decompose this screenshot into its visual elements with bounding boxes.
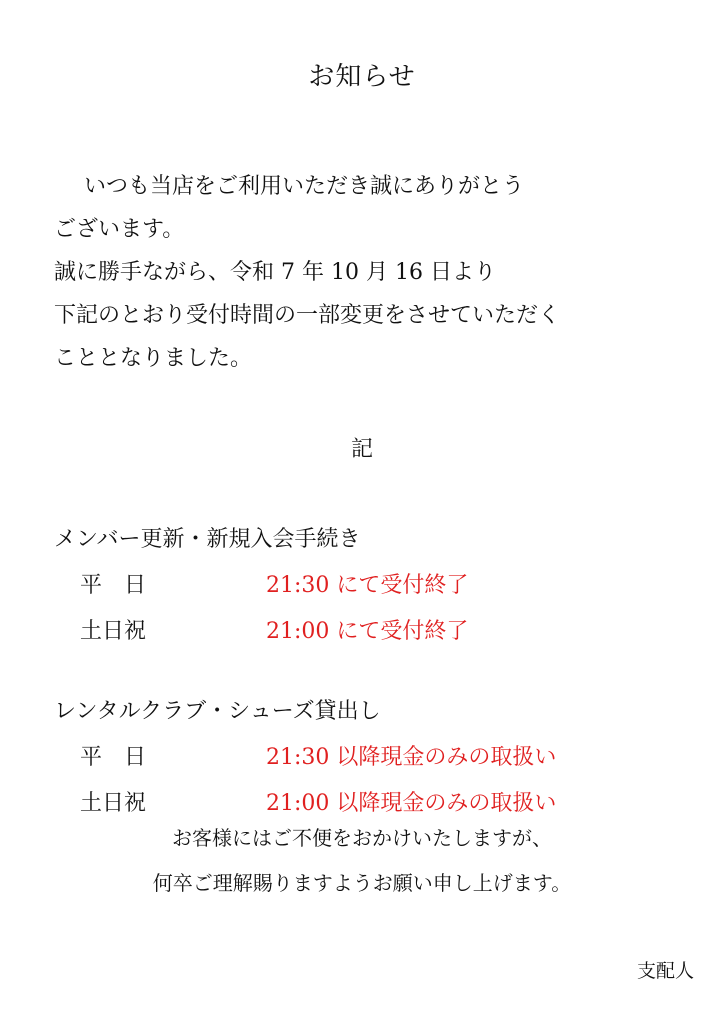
time-value: 21:00 にて受付終了: [266, 619, 469, 644]
body-paragraph: [54, 165, 704, 380]
ki-heading: 記: [350, 437, 373, 462]
membership-section: [54, 517, 704, 655]
schedule-row: [54, 563, 704, 609]
day-label: 平 日: [80, 573, 147, 598]
schedule-row: [54, 609, 704, 655]
day-label: 土日祝: [80, 619, 147, 644]
time-value: 21:30 にて受付終了: [266, 573, 469, 598]
page-title: お知らせ: [308, 62, 416, 92]
body-line: 誠に勝手ながら、令和 7 年 10 月 16 日より: [54, 260, 496, 285]
apology-line: お客様にはご不便をおかけいたしますが、: [172, 826, 552, 850]
time-value: 21:00 以降現金のみの取扱い: [266, 791, 557, 816]
body-line: こととなりました。: [54, 346, 253, 371]
rental-section: [54, 689, 704, 827]
section-heading: レンタルクラブ・シューズ貸出し: [54, 699, 381, 724]
signature: 支配人: [636, 960, 694, 982]
apology-line: 何卒ご理解賜りますようお願い申し上げます。: [152, 871, 572, 895]
day-label: 平 日: [80, 745, 147, 770]
body-line: ございます。: [54, 217, 185, 242]
schedule-row: [54, 735, 704, 781]
time-value: 21:30 以降現金のみの取扱い: [266, 745, 557, 770]
body-line: 下記のとおり受付時間の一部変更をさせていただく: [54, 303, 561, 328]
day-label: 土日祝: [80, 791, 147, 816]
body-line: いつも当店をご利用いただき誠にありがとう: [84, 174, 525, 199]
section-heading: メンバー更新・新規入会手続き: [54, 527, 361, 552]
